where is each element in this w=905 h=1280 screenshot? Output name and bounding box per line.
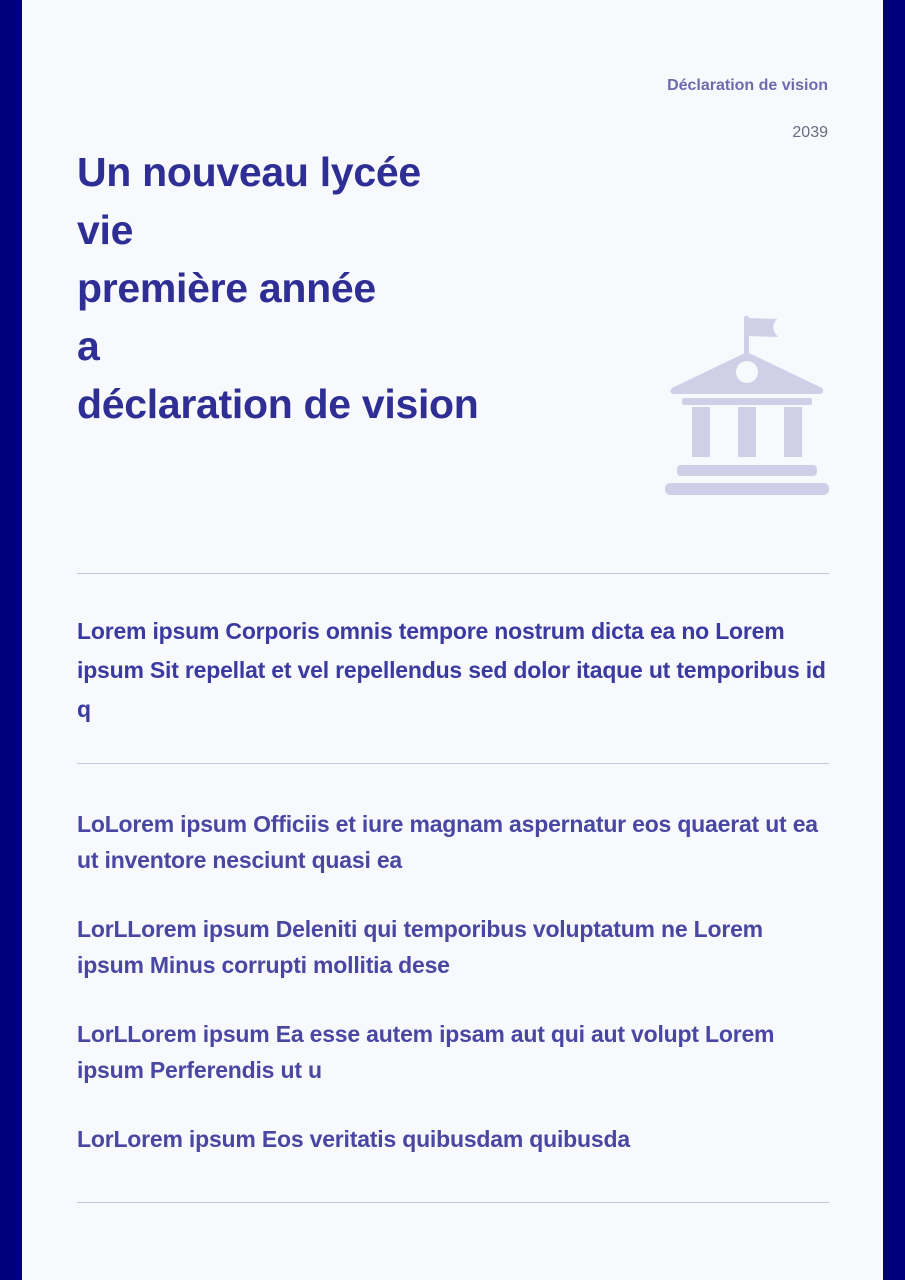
section-divider [77, 1202, 829, 1203]
school-building-icon [665, 314, 829, 498]
list-item: LorLLorem ipsum Ea esse autem ipsam aut qui aut volupt Lorem ipsum Perferendis ut u [77, 1021, 775, 1083]
document-page [22, 0, 883, 1280]
title-line: première année [77, 265, 376, 311]
document-year: 2039 [792, 124, 828, 141]
list-item: LorLLorem ipsum Deleniti qui temporibus voluptatum ne Lorem ipsum Minus corrupti mollitia dese [77, 916, 763, 978]
intro-paragraph: Lorem ipsum Corporis omnis tempore nostrum dicta ea no Lorem ipsum Sit repellat et vel repellendus sed dolor itaque ut temporibus id q [77, 618, 826, 722]
vision-list [77, 806, 829, 1190]
title-line: vie [77, 207, 134, 253]
list-item: LorLorem ipsum Eos veritatis quibusdam quibusda [77, 1126, 630, 1152]
document-label: Déclaration de vision [667, 77, 828, 94]
section-divider [77, 763, 829, 764]
list-item: LoLorem ipsum Officiis et iure magnam aspernatur eos quaerat ut ea ut inventore nesciunt quasi ea [77, 811, 818, 873]
title-line: a [77, 323, 100, 369]
section-divider [77, 573, 829, 574]
page-title [77, 143, 597, 433]
title-line: Un nouveau lycée [77, 149, 421, 195]
title-line: déclaration de vision [77, 381, 479, 427]
